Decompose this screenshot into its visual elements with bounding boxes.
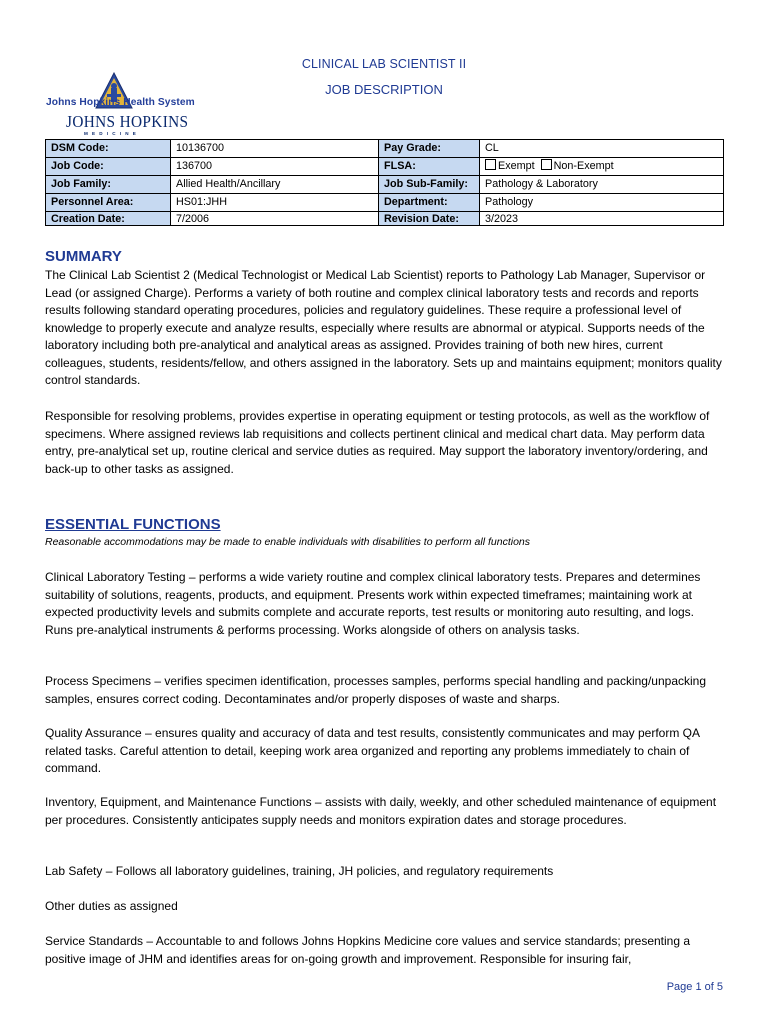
job-subfamily-label: Job Sub-Family: [379, 176, 480, 194]
job-family-value: Allied Health/Ancillary [171, 176, 379, 194]
table-row [46, 158, 724, 176]
revision-date-label: Revision Date: [379, 212, 480, 226]
department-label: Department: [379, 194, 480, 212]
summary-paragraph-2: Responsible for resolving problems, provides expertise in operating equipment or testing protocols, as well as the workflow of specimens. Where assigned reviews lab requisitions and collects pertinent clinical and medical chart data. May perform data entry, pre-analytical set up, routine clerical and service duties as required. May support the laboratory inventory/ordering, and back-up to other tasks as assigned. [45, 409, 710, 476]
summary-paragraph-1: The Clinical Lab Scientist 2 (Medical Technologist or Medical Lab Scientist) reports to Pathology Lab Manager, Supervisor or Lead (or assigned Charge). Performs a variety of both routine and complex clinical laboratory tests and records and reports results following standard operating procedures, policies and regulatory guidelines. These require a professional level of knowledge to properly execute and analyze results, especially where results are abnormal or atypical. Supports needs of the laboratory including both pre-analytical and analytical areas as assigned. Provides training of both new hires, current colleagues, students, residents/fellow, and others assigned in the laboratory. Sets up and maintains equipment; monitors quality control standards. [45, 268, 722, 387]
table-row [46, 176, 724, 194]
summary-heading: SUMMARY [45, 248, 122, 265]
non-exempt-label: Non-Exempt [553, 160, 614, 172]
pay-grade-label: Pay Grade: [379, 140, 480, 158]
logo-medicine: MEDICINE [84, 131, 141, 136]
document-type: JOB DESCRIPTION [325, 82, 443, 97]
table-row [46, 140, 724, 158]
creation-date-value: 7/2006 [171, 212, 379, 226]
accommodation-note: Reasonable accommodations may be made to enable individuals with disabilities to perform all functions [45, 536, 531, 548]
function-quality-assurance: Quality Assurance – ensures quality and accuracy of data and test results, consistently communicates and may perform QA related tasks. Careful attention to detail, keeping work area organized and reporting any problems immediately to chain of command. [45, 726, 700, 775]
job-code-value: 136700 [171, 158, 379, 176]
non-exempt-checkbox[interactable] [541, 159, 552, 170]
function-other-duties: Other duties as assigned [45, 899, 178, 913]
revision-date-value: 3/2023 [480, 212, 724, 226]
job-subfamily-value: Pathology & Laboratory [480, 176, 724, 194]
exempt-label: Exempt [498, 160, 535, 172]
job-family-label: Job Family: [46, 176, 171, 194]
creation-date-label: Creation Date: [46, 212, 171, 226]
function-process-specimens: Process Specimens – verifies specimen identification, processes samples, performs special handling and packing/unpacking samples, ensures correct coding. Decontaminates and/or properly disposes of waste and sharps. [45, 674, 707, 706]
exempt-checkbox[interactable] [485, 159, 496, 170]
dsm-code-value: 10136700 [171, 140, 379, 158]
function-service-standards: Service Standards – Accountable to and follows Johns Hopkins Medicine core values and service standards; presenting a positive image of JHM and identifies areas for on-going growth and improvement. Responsible for insuring fair, [45, 934, 691, 966]
job-title: CLINICAL LAB SCIENTIST II [301, 57, 467, 71]
flsa-value [480, 158, 724, 176]
job-code-label: Job Code: [46, 158, 171, 176]
job-info-table [45, 139, 724, 226]
logo-wordmark: JOHNS HOPKINS [66, 112, 189, 131]
function-clinical-testing: Clinical Laboratory Testing – performs a wide variety routine and complex clinical laboratory tests. Prepares and determines suitability of solutions, reagents, products, and equipment. Presents work within expected timeframes; maintaining work at expected productivity levels and submits complete and accurate reports, test results or monitoring auto resulting, and logs. Runs pre-analytical instruments & performs processing. Works alongside of others on analysis tasks. [45, 570, 701, 637]
function-lab-safety: Lab Safety – Follows all laboratory guidelines, training, JH policies, and regulatory requirements [45, 864, 554, 878]
table-row [46, 212, 724, 226]
pay-grade-value: CL [480, 140, 724, 158]
jhm-logo [44, 72, 214, 138]
personnel-area-value: HS01:JHH [171, 194, 379, 212]
health-system-text: Johns Hopkins Health System [46, 97, 195, 108]
personnel-area-label: Personnel Area: [46, 194, 171, 212]
table-row [46, 194, 724, 212]
flsa-label: FLSA: [379, 158, 480, 176]
page-number: Page 1 of 5 [666, 981, 723, 993]
function-inventory: Inventory, Equipment, and Maintenance Functions – assists with daily, weekly, and other scheduled maintenance of equipment per procedures. Consistently anticipates supply needs and monitors expiration dates and storage procedures. [45, 795, 717, 827]
dsm-code-label: DSM Code: [46, 140, 171, 158]
department-value: Pathology [480, 194, 724, 212]
essential-functions-heading: ESSENTIAL FUNCTIONS [45, 516, 221, 533]
